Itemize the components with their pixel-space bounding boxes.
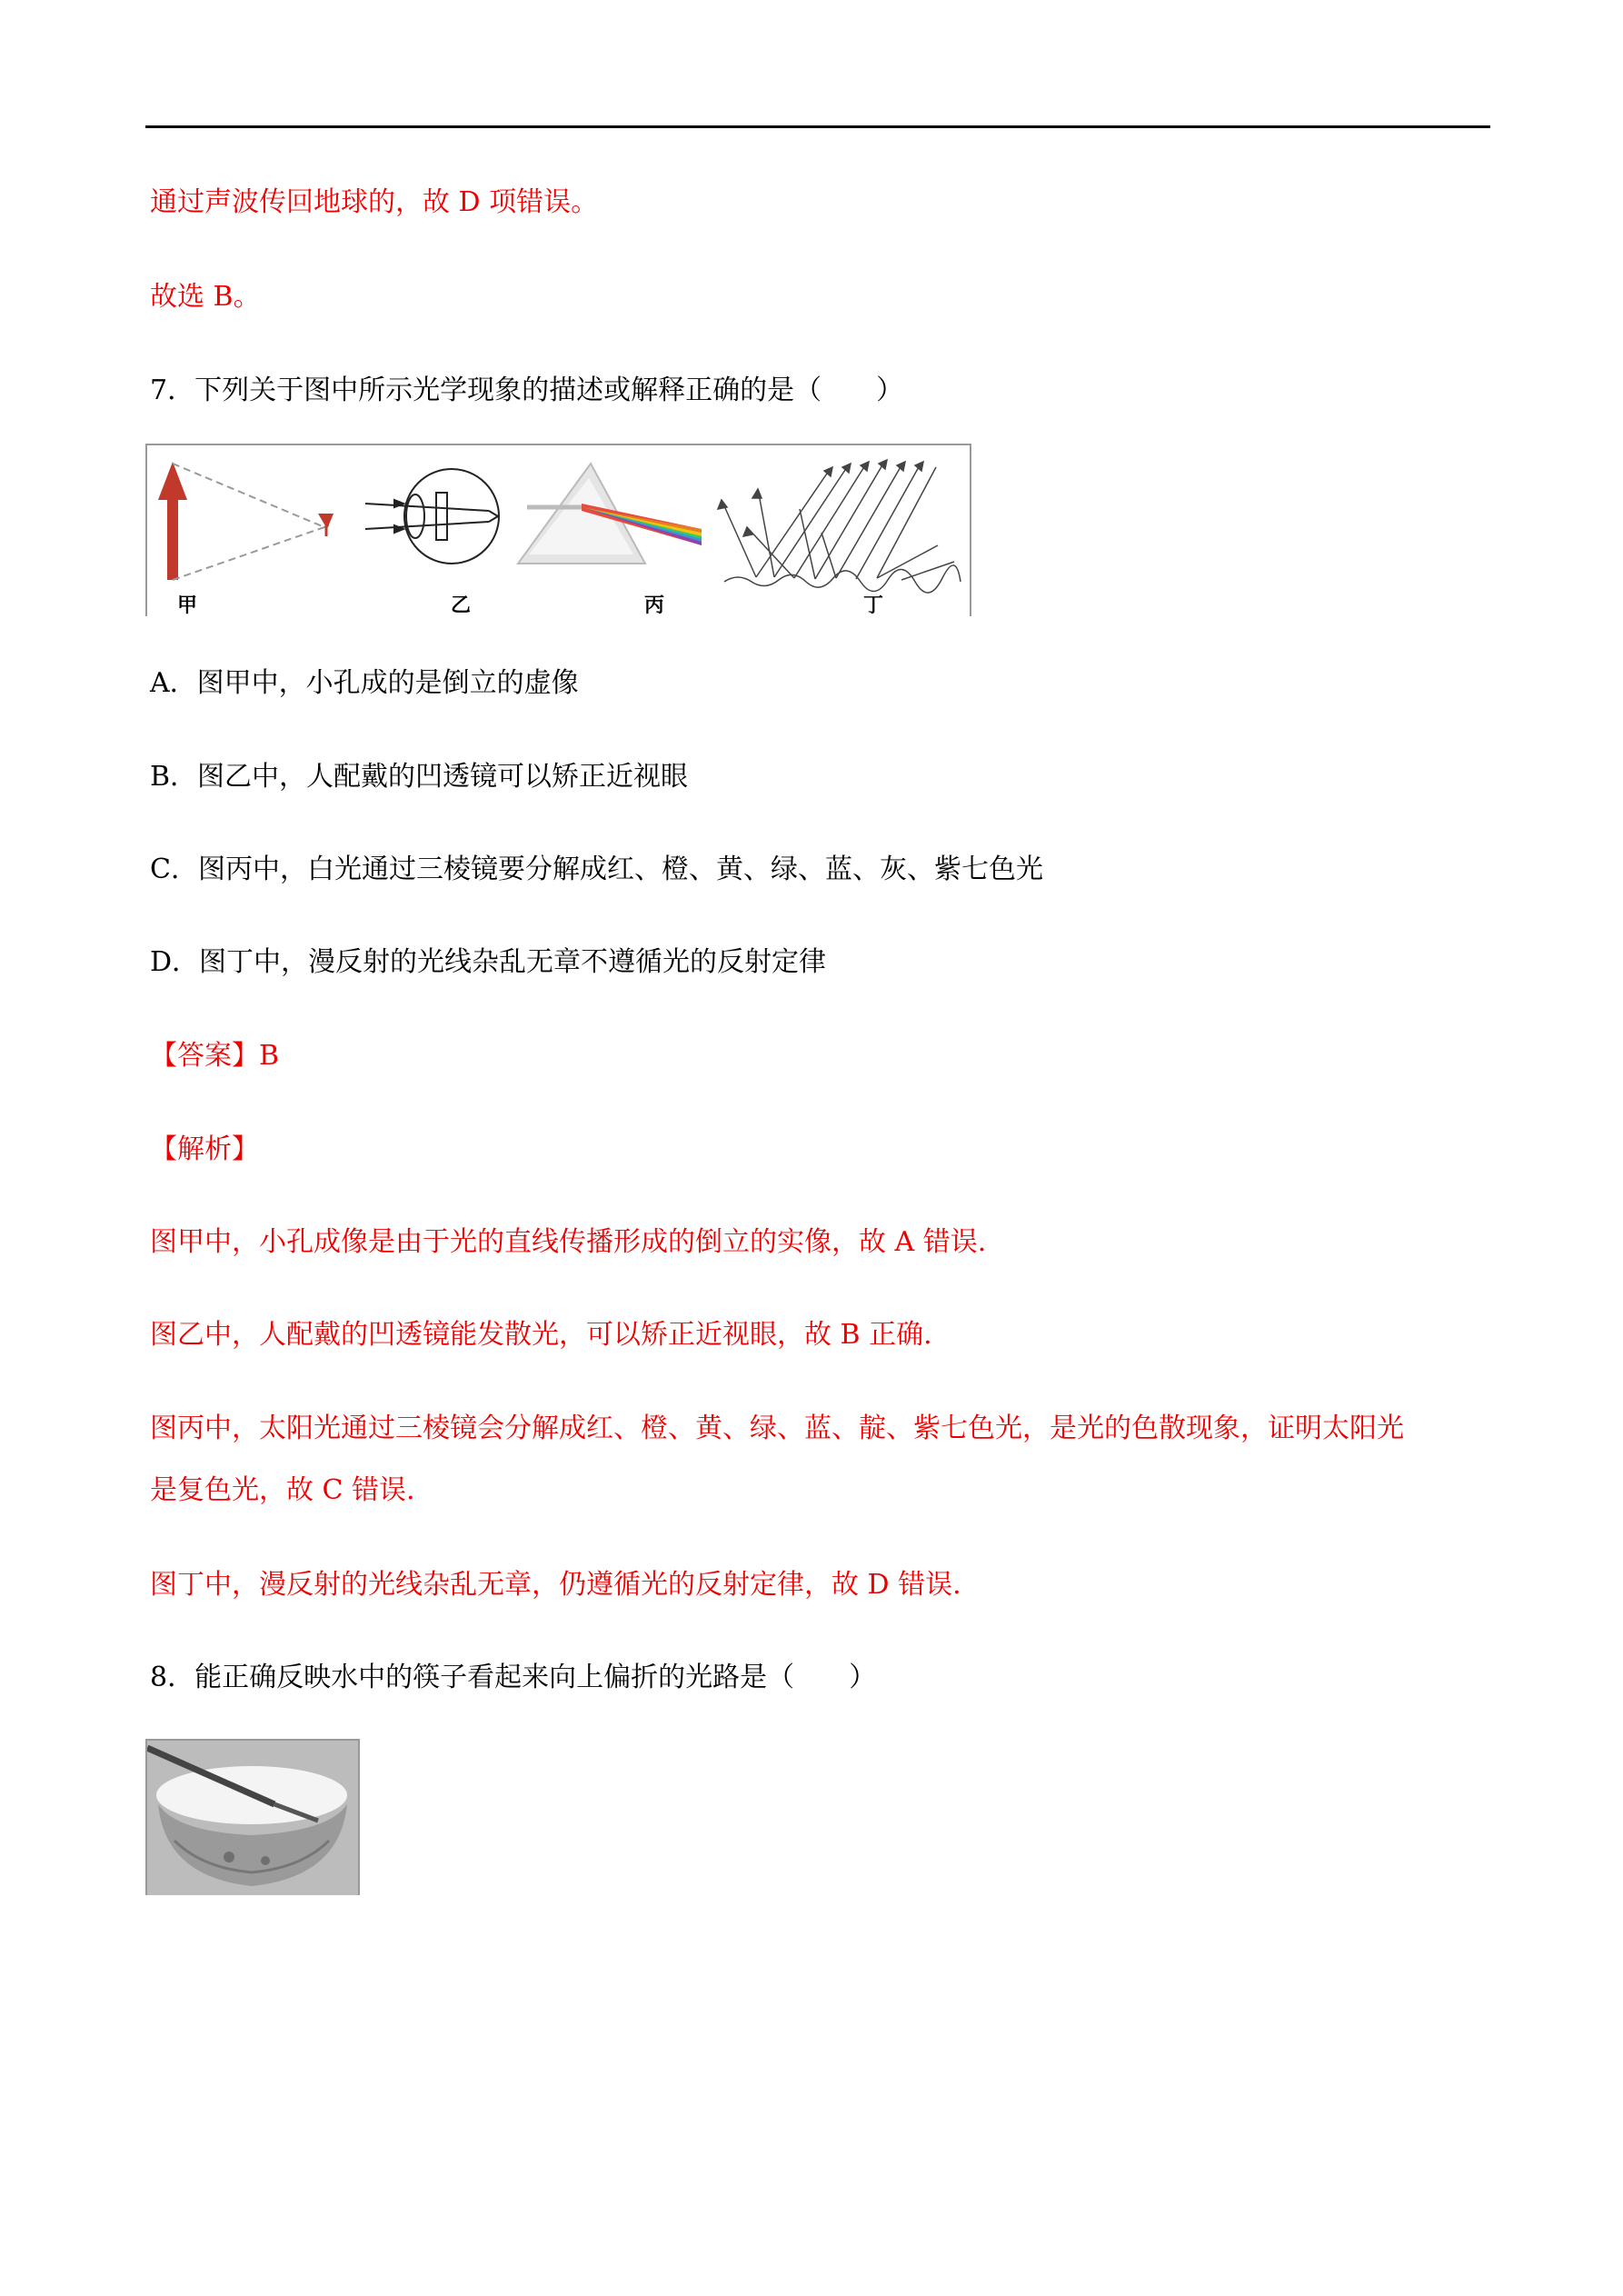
eye-lens-diagram — [365, 469, 499, 564]
figure-label-bing: 丙 — [644, 594, 665, 617]
diffuse-reflection-diagram — [718, 460, 961, 593]
prism-diagram — [518, 464, 702, 564]
explanation-c-line2: 是复色光，故 C 错误. — [150, 1474, 415, 1506]
answer-label: 【答案】B — [150, 1040, 280, 1072]
question-7-option-d: D．图丁中，漫反射的光线杂乱无章不遵循光的反射定律 — [150, 946, 827, 978]
figure-label-jia: 甲 — [177, 594, 198, 617]
question-7-figure — [145, 444, 971, 616]
figure-label-ding: 丁 — [863, 594, 884, 617]
question-8-stem: 8．能正确反映水中的筷子看起来向上偏折的光路是（ ） — [150, 1662, 877, 1693]
question-7-option-b: B．图乙中，人配戴的凹透镜可以矫正近视眼 — [150, 761, 689, 793]
question-7-option-a: A．图甲中，小孔成的是倒立的虚像 — [150, 667, 579, 699]
pinhole-diagram — [158, 462, 334, 580]
explanation-line-prev: 通过声波传回地球的，故 D 项错误。 — [150, 186, 599, 218]
chopstick-in-bowl-photo — [145, 1739, 360, 1895]
bowl-image — [147, 1741, 358, 1895]
header-rule — [145, 125, 1490, 128]
explanation-c-line1: 图丙中，太阳光通过三棱镜会分解成红、橙、黄、绿、蓝、靛、紫七色光，是光的色散现象，证明太阳光 — [150, 1413, 1404, 1444]
previous-answer-choice: 故选 B。 — [150, 281, 261, 313]
explanation-d: 图丁中，漫反射的光线杂乱无章，仍遵循光的反射定律，故 D 错误. — [150, 1569, 961, 1601]
explanation-a: 图甲中，小孔成像是由于光的直线传播形成的倒立的实像，故 A 错误. — [150, 1226, 987, 1258]
analysis-label: 【解析】 — [150, 1133, 259, 1165]
explanation-b: 图乙中，人配戴的凹透镜能发散光，可以矫正近视眼，故 B 正确. — [150, 1319, 932, 1351]
optics-diagrams — [147, 445, 970, 616]
question-7-option-c: C．图丙中，白光通过三棱镜要分解成红、橙、黄、绿、蓝、灰、紫七色光 — [150, 854, 1043, 885]
figure-label-yi: 乙 — [451, 594, 472, 617]
question-7-stem: 7．下列关于图中所示光学现象的描述或解释正确的是（ ） — [150, 374, 904, 406]
